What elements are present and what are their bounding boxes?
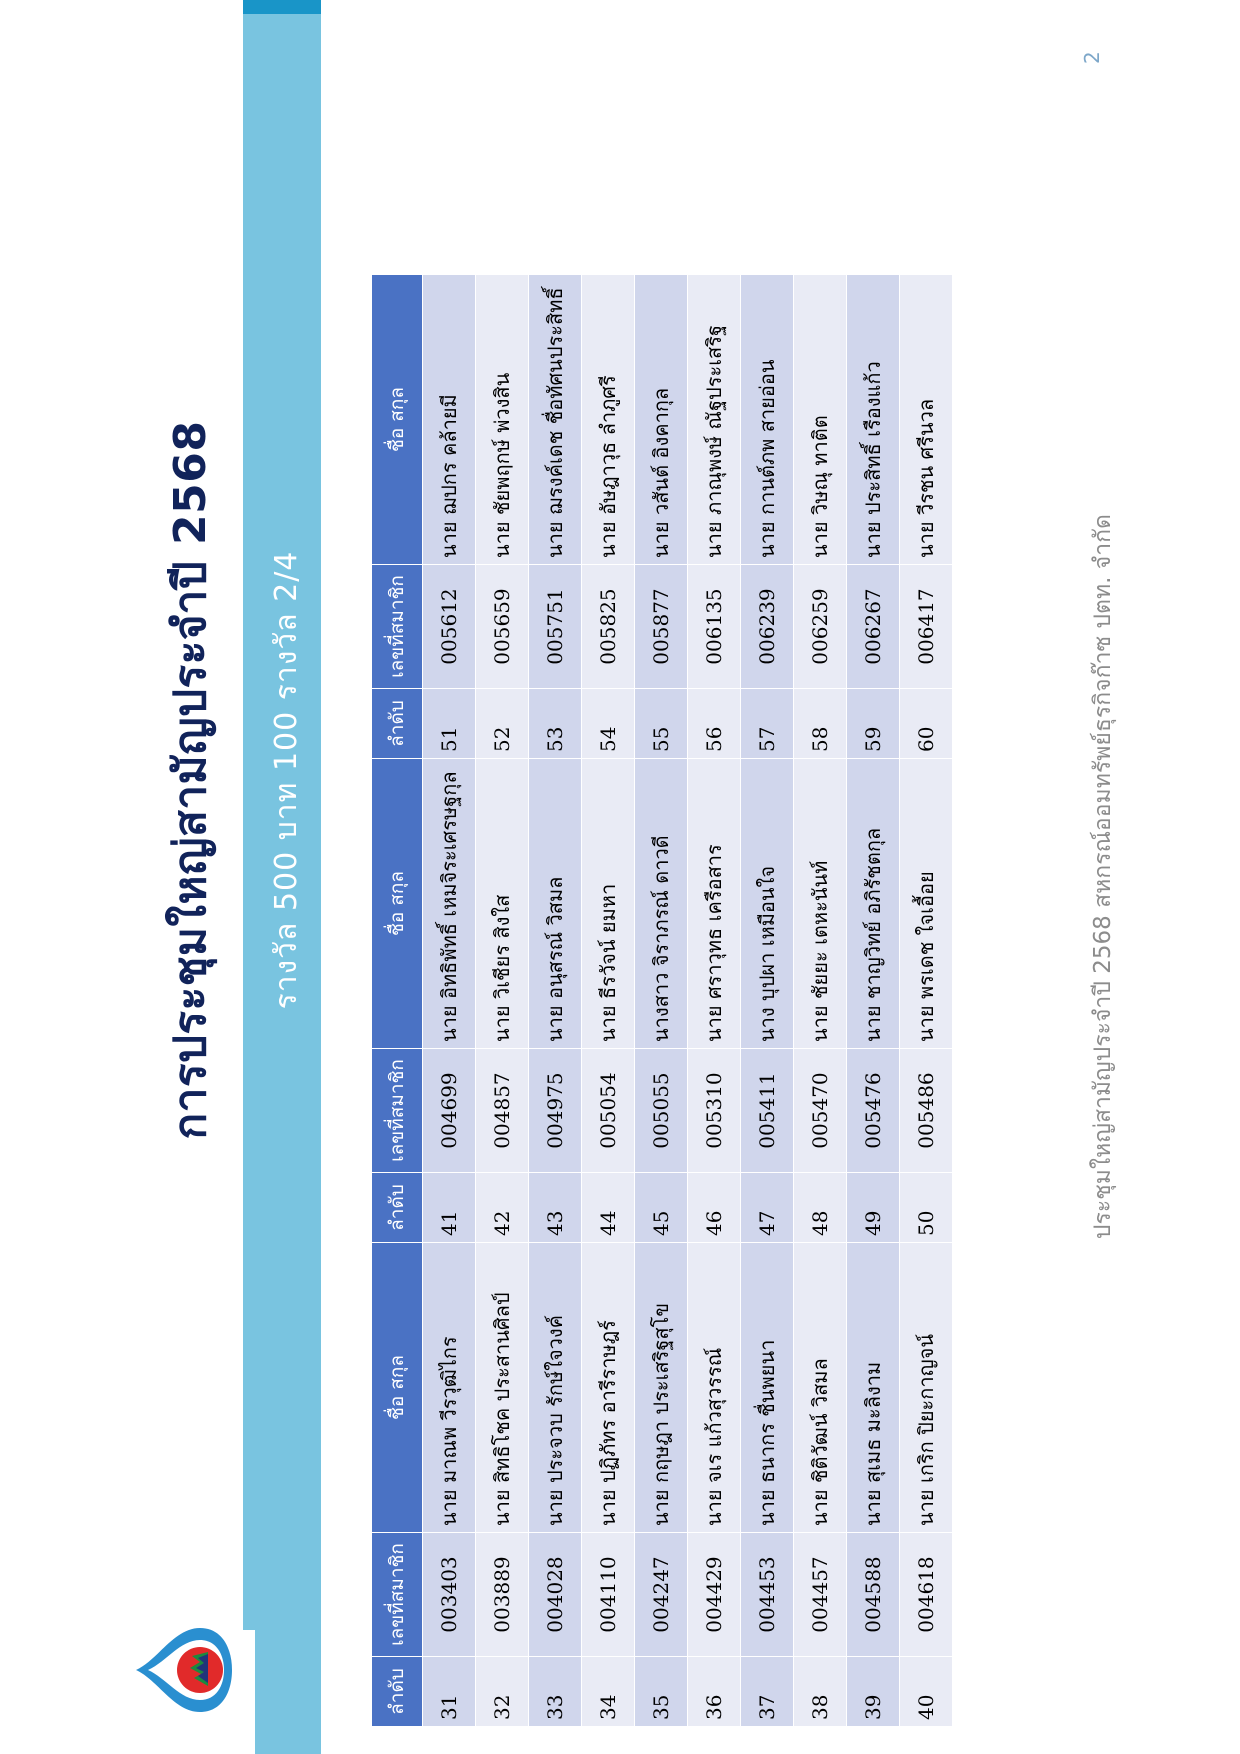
cell-name: นาย วสันต์ อิงคากุล	[635, 275, 688, 565]
cell-seq: 52	[476, 689, 529, 759]
cell-member-id: 005486	[900, 1049, 953, 1173]
cell-member-id: 006259	[794, 565, 847, 689]
table-row	[688, 275, 741, 1727]
cell-member-id: 004857	[476, 1049, 529, 1173]
cell-seq: 34	[582, 1657, 635, 1727]
cell-seq: 54	[582, 689, 635, 759]
cell-member-id: 005055	[635, 1049, 688, 1173]
cell-member-id: 006417	[900, 565, 953, 689]
cell-member-id: 004975	[529, 1049, 582, 1173]
cell-name: นาย อนุสรณ์ วิสมล	[529, 759, 582, 1049]
header-name: ชื่อ สกุล	[372, 759, 423, 1049]
cell-member-id: 004457	[794, 1533, 847, 1657]
cell-seq: 49	[847, 1173, 900, 1243]
cell-name: นาย ธนากร ชื่นพยนา	[741, 1243, 794, 1533]
cell-member-id: 003889	[476, 1533, 529, 1657]
cell-seq: 43	[529, 1173, 582, 1243]
cell-name: นาย อิทธิพัทธิ์ เหมจิระเศรษฐกุล	[423, 759, 476, 1049]
cell-name: นาย วีรชน ศรีนวล	[900, 275, 953, 565]
cell-name: นาย ฌปกร คล้ายมี	[423, 275, 476, 565]
page-title: การประชุมใหญ่สามัญประจำปี 2568	[165, 420, 216, 1140]
cell-name: นาย มาณพ วีรวุฒิไกร	[423, 1243, 476, 1533]
page-number: 2	[1080, 51, 1104, 64]
cell-member-id: 006239	[741, 565, 794, 689]
cell-member-id: 004028	[529, 1533, 582, 1657]
header-seq: ลำดับ	[372, 1173, 423, 1243]
cell-name: นาย วิษณุ ทาติต	[794, 275, 847, 565]
cell-seq: 38	[794, 1657, 847, 1727]
cell-seq: 39	[847, 1657, 900, 1727]
cell-name: นาย ชาญวิทย์ อภิรัชตกุล	[847, 759, 900, 1049]
cell-member-id: 005877	[635, 565, 688, 689]
cell-name: นาย ประสิทธิ์ เรืองแก้ว	[847, 275, 900, 565]
cell-name: นาง บุปผา เหมือนใจ	[741, 759, 794, 1049]
table-row	[476, 275, 529, 1727]
table-row	[794, 275, 847, 1727]
cell-name: นาย ภาณุพงษ์ ณัฐประเสริฐ	[688, 275, 741, 565]
cell-name: นาย กฤษฎา ประเสริฐสุโข	[635, 1243, 688, 1533]
table-row	[423, 275, 476, 1727]
cell-seq: 41	[423, 1173, 476, 1243]
cell-member-id: 004699	[423, 1049, 476, 1173]
cell-member-id: 005659	[476, 565, 529, 689]
cell-seq: 40	[900, 1657, 953, 1727]
cell-member-id: 005825	[582, 565, 635, 689]
cell-seq: 35	[635, 1657, 688, 1727]
cell-name: นาย ศราวุทธ เครือสาร	[688, 759, 741, 1049]
header-member-id: เลขที่สมาชิก	[372, 1049, 423, 1173]
cell-name: นาย ฌรงค์เดช ชื่อทัศนประสิทธิ์	[529, 275, 582, 565]
cell-name: นาย ธีรวัจน์ ยมหา	[582, 759, 635, 1049]
cell-name: นาย ชัยยะ เตหะนันท์	[794, 759, 847, 1049]
cell-seq: 37	[741, 1657, 794, 1727]
cell-seq: 36	[688, 1657, 741, 1727]
table-row	[741, 275, 794, 1727]
cell-name: นาย สิทธิโชค ประสานศิลป์	[476, 1243, 529, 1533]
header-name: ชื่อ สกุล	[372, 1243, 423, 1533]
cell-name: นาย ชิติวัฒน์ วิสมล	[794, 1243, 847, 1533]
prize-winners-table	[371, 274, 953, 1727]
page-subtitle: รางวัล 500 บาท 100 รางวัล 2/4	[269, 550, 304, 1010]
cell-name: นาย อัษฎาวุธ ลำภูศรี	[582, 275, 635, 565]
cell-name: นาย ประจวบ รักษ์ใจวงค์	[529, 1243, 582, 1533]
cell-seq: 48	[794, 1173, 847, 1243]
cell-seq: 60	[900, 689, 953, 759]
cell-name: นาย วิเชียร สิงใส	[476, 759, 529, 1049]
table-header-row	[372, 275, 423, 1727]
table-row	[847, 275, 900, 1727]
cell-seq: 56	[688, 689, 741, 759]
cell-seq: 32	[476, 1657, 529, 1727]
cell-member-id: 005612	[423, 565, 476, 689]
cell-member-id: 006135	[688, 565, 741, 689]
cell-member-id: 004110	[582, 1533, 635, 1657]
page-footer: ประชุมใหญ่สามัญประจำปี 2568 สหกรณ์ออมทรัพย์ธุรกิจก๊าซ ปตท. จำกัด	[1090, 514, 1116, 1240]
cell-member-id: 005411	[741, 1049, 794, 1173]
cell-seq: 42	[476, 1173, 529, 1243]
cell-seq: 31	[423, 1657, 476, 1727]
cell-seq: 59	[847, 689, 900, 759]
header-member-id: เลขที่สมาชิก	[372, 565, 423, 689]
cell-member-id: 004247	[635, 1533, 688, 1657]
cell-member-id: 005751	[529, 565, 582, 689]
cell-member-id: 003403	[423, 1533, 476, 1657]
cell-seq: 47	[741, 1173, 794, 1243]
cell-member-id: 005054	[582, 1049, 635, 1173]
cell-seq: 53	[529, 689, 582, 759]
table-row	[529, 275, 582, 1727]
cell-name: นาย ชัยพฤกษ์ พ่วงสิน	[476, 275, 529, 565]
header-member-id: เลขที่สมาชิก	[372, 1533, 423, 1657]
cell-member-id: 005470	[794, 1049, 847, 1173]
cell-member-id: 004453	[741, 1533, 794, 1657]
cell-name: นาย กานต์ภพ สายอ่อน	[741, 275, 794, 565]
table-row	[582, 275, 635, 1727]
cell-seq: 51	[423, 689, 476, 759]
cell-seq: 33	[529, 1657, 582, 1727]
table-row	[900, 275, 953, 1727]
cell-member-id: 005476	[847, 1049, 900, 1173]
cell-name: นางสาว จิราภรณ์ ดาวดี	[635, 759, 688, 1049]
cell-member-id: 006267	[847, 565, 900, 689]
cell-name: นาย จเร แก้วสุวรรณ์	[688, 1243, 741, 1533]
cell-seq: 46	[688, 1173, 741, 1243]
table-row	[635, 275, 688, 1727]
cell-name: นาย เกริก ปิยะกาญจน์	[900, 1243, 953, 1533]
header-seq: ลำดับ	[372, 1657, 423, 1727]
cell-seq: 45	[635, 1173, 688, 1243]
cell-name: นาย ปฏิภัทร อารีราษฎร์	[582, 1243, 635, 1533]
cell-seq: 58	[794, 689, 847, 759]
cell-seq: 55	[635, 689, 688, 759]
cell-member-id: 004588	[847, 1533, 900, 1657]
cell-seq: 57	[741, 689, 794, 759]
cell-seq: 50	[900, 1173, 953, 1243]
header-seq: ลำดับ	[372, 689, 423, 759]
cell-member-id: 004429	[688, 1533, 741, 1657]
cell-member-id: 004618	[900, 1533, 953, 1657]
cell-name: นาย พรเดช ใจเอื้อย	[900, 759, 953, 1049]
cell-name: นาย สุเมธ มะลิงาม	[847, 1243, 900, 1533]
cell-seq: 44	[582, 1173, 635, 1243]
header-name: ชื่อ สกุล	[372, 275, 423, 565]
cell-member-id: 005310	[688, 1049, 741, 1173]
